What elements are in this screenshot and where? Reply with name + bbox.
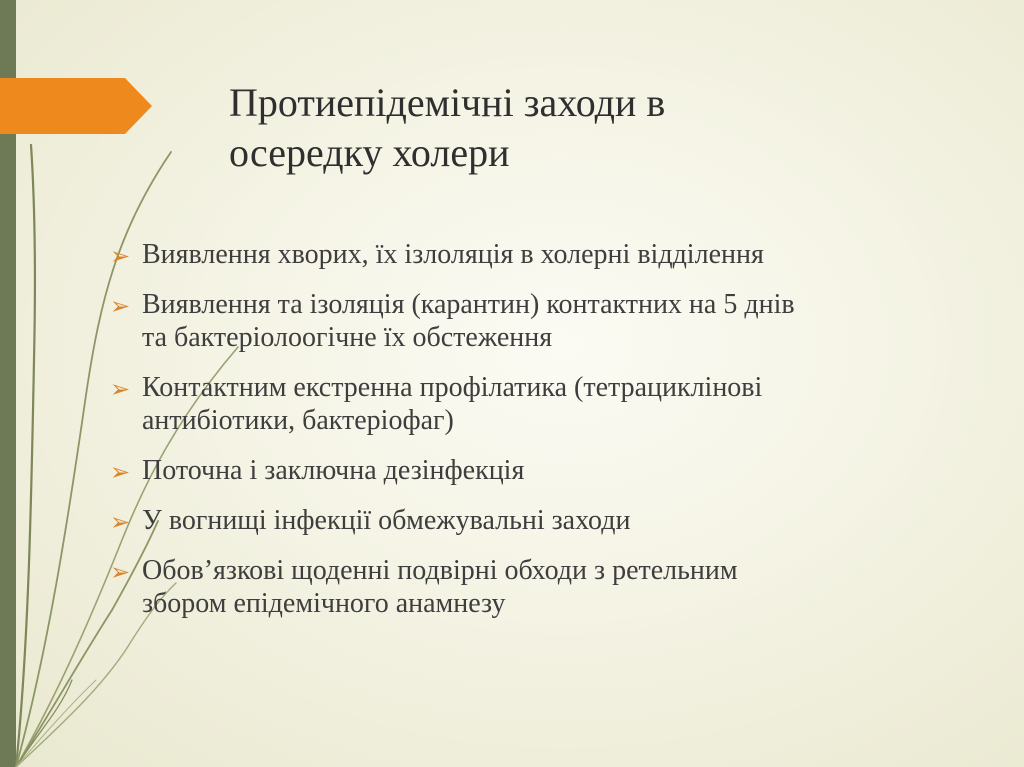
bullet-3-line-2: антибіотики, бактеріофаг) [142, 405, 454, 436]
chevron-right-icon: ➢ [110, 375, 131, 403]
bullet-4-line-1: Поточна і заключна дезінфекція [142, 455, 525, 486]
bullet-2-line-1: Виявлення та ізоляція (карантин) контактних на 5 днів [142, 289, 795, 320]
bullet-item-5 [110, 504, 970, 537]
bullet-6-line-2: збором епідемічного анамнезу [142, 588, 506, 619]
bullet-list [110, 238, 970, 637]
title-accent-arrow [0, 78, 152, 134]
chevron-right-icon: ➢ [110, 292, 131, 320]
slide-title-line-2: осередку холери [229, 130, 510, 175]
chevron-right-icon: ➢ [110, 508, 131, 536]
bullet-6-line-1: Обов’язкові щоденні подвірні обходи з ретельним [142, 555, 738, 586]
chevron-right-icon: ➢ [110, 242, 131, 270]
bullet-3-line-1: Контактним екстренна профілатика (тетрациклінові [142, 372, 763, 403]
chevron-right-icon: ➢ [110, 458, 131, 486]
bullet-2-line-2: та бактеріолоогічне їх обстеження [142, 322, 553, 353]
bullet-5-line-1: У вогнищі інфекції обмежувальні заходи [142, 505, 631, 536]
bullet-item-4 [110, 454, 970, 487]
bullet-item-6 [110, 554, 970, 620]
slide-title [229, 78, 949, 178]
bullet-item-2 [110, 288, 970, 354]
chevron-right-icon: ➢ [110, 558, 131, 586]
bullet-1-line-1: Виявлення хворих, їх ізлоляція в холерні відділення [142, 239, 764, 270]
bullet-item-3 [110, 371, 970, 437]
slide-title-line-1: Протиепідемічні заходи в [229, 80, 666, 125]
bullet-item-1 [110, 238, 970, 271]
